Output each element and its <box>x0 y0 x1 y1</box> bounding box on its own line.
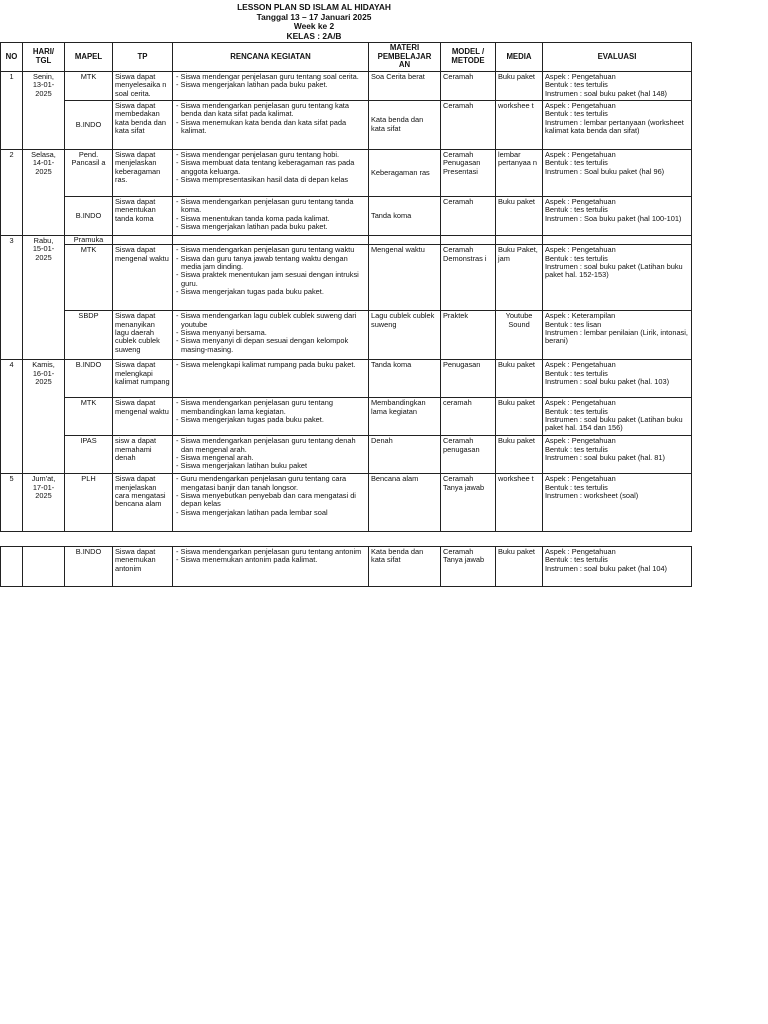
activity-list <box>175 246 366 296</box>
row-media: Buku paket <box>496 436 543 474</box>
row-subject: MTK <box>65 71 113 100</box>
activity-item: - Siswa menyanyi bersama. <box>175 329 366 337</box>
activity-item: - Siswa mengenal arah. <box>175 454 366 462</box>
activity-list <box>175 73 366 90</box>
row-day: Jum'at, 17-01- 2025 <box>23 474 65 532</box>
row-method: Ceramah <box>441 100 496 149</box>
activity-list <box>175 475 366 517</box>
row-method <box>441 235 496 244</box>
row-evaluation: Aspek : Keterampilan Bentuk : tes lisan Instrumen : lembar penilaian (Lirik, intonasi, berani) <box>543 311 692 360</box>
row-number: 4 <box>1 360 23 474</box>
row-material: Kata benda dan kata sifat <box>369 547 441 587</box>
activity-list <box>175 361 366 369</box>
row-evaluation: Aspek : Pengetahuan Bentuk : tes tertulis Instrumen : worksheet (soal) <box>543 474 692 532</box>
row-number: 5 <box>1 474 23 532</box>
row-evaluation: Aspek : Pengetahuan Bentuk : tes tertulis Instrumen : soal buku paket (Latihan buku paket hal. 154 dan 156) <box>543 398 692 436</box>
lesson-plan-table-continued <box>0 546 692 587</box>
row-material: Tanda koma <box>369 360 441 398</box>
row-method: Ceramah Penugasan Presentasi <box>441 149 496 196</box>
activity-item: - Siswa mempresentasikan hasil data di depan kelas <box>175 176 366 184</box>
activity-item: - Siswa menyanyi di depan sesuai dengan kelompok masing-masing. <box>175 337 366 354</box>
activity-item: - Siswa menyebutkan penyebab dan cara mengatasi di depan kelas <box>175 492 366 509</box>
activity-list <box>175 437 366 471</box>
row-method: Praktek <box>441 311 496 360</box>
activity-item: - Siswa mendengar penjelasan guru tentang soal cerita. <box>175 73 366 81</box>
table-row <box>1 196 692 235</box>
row-activities <box>173 311 369 360</box>
row-media: Buku paket <box>496 196 543 235</box>
row-evaluation: Aspek : Pengetahuan Bentuk : tes tertulis Instrumen : soal buku paket (hal. 103) <box>543 360 692 398</box>
row-subject: B.INDO <box>65 196 113 235</box>
activity-item: - Siswa mengerjakan latihan buku paket <box>175 462 366 470</box>
row-evaluation <box>543 235 692 244</box>
row-media: workshee t <box>496 100 543 149</box>
row-subject: IPAS <box>65 436 113 474</box>
row-evaluation: Aspek : Pengetahuan Bentuk : tes tertulis Instrumen : Soal buku paket (hal 96) <box>543 149 692 196</box>
row-media: workshee t <box>496 474 543 532</box>
row-material: Kata benda dan kata sifat <box>369 100 441 149</box>
activity-item: - Siswa mendengarkan penjelasan guru tentang tanda koma. <box>175 198 366 215</box>
row-method: Ceramah Demonstras i <box>441 245 496 311</box>
row-method: Ceramah Tanya jawab <box>441 474 496 532</box>
row-material: Tanda koma <box>369 196 441 235</box>
row-subject: B.INDO <box>65 100 113 149</box>
activity-item: - Siswa menemukan kata benda dan kata sifat pada kalimat. <box>175 119 366 136</box>
row-number <box>1 547 23 587</box>
activity-item: - Siswa mendengarkan penjelasan guru tentang membandingkan lama kegiatan. <box>175 399 366 416</box>
row-activities <box>173 100 369 149</box>
row-evaluation: Aspek : Pengetahuan Bentuk : tes tertulis Instrumen : lembar pertanyaan (worksheet kalimat kata benda dan sifat) <box>543 100 692 149</box>
row-material: Denah <box>369 436 441 474</box>
row-number: 2 <box>1 149 23 235</box>
activity-item: - Siswa menemukan antonim pada kalimat. <box>175 556 366 564</box>
col-header-tp: TP <box>113 43 173 72</box>
row-subject: Pramuka <box>65 235 113 244</box>
row-tp <box>113 235 173 244</box>
activity-item: - Siswa mendengarkan penjelasan guru tentang antonim <box>175 548 366 556</box>
col-header-subject: MAPEL <box>65 43 113 72</box>
row-tp: Siswa dapat menjelaskan cara mengatasi bencana alam <box>113 474 173 532</box>
row-media: lembar pertanyaa n <box>496 149 543 196</box>
row-tp: Siswa dapat menemukan antonim <box>113 547 173 587</box>
activity-item: - Siswa menentukan tanda koma pada kalimat. <box>175 215 366 223</box>
row-media <box>496 235 543 244</box>
row-evaluation: Aspek : Pengetahuan Bentuk : tes tertulis Instrumen : soal buku paket (hal. 81) <box>543 436 692 474</box>
activity-item: - Siswa mendengarkan penjelasan guru tentang waktu <box>175 246 366 254</box>
activity-list <box>175 399 366 424</box>
activity-item: - Siswa praktek menentukan jam sesuai dengan intruksi guru. <box>175 271 366 288</box>
row-day: Selasa, 14-01- 2025 <box>23 149 65 235</box>
table-row <box>1 235 692 244</box>
row-day: Kamis, 16-01- 2025 <box>23 360 65 474</box>
row-method: Ceramah <box>441 196 496 235</box>
activity-item: - Siswa dan guru tanya jawab tentang waktu dengan media jam dinding. <box>175 255 366 272</box>
activity-item: - Siswa mengerjakan latihan pada buku paket. <box>175 223 366 231</box>
row-method: Ceramah Tanya jawab <box>441 547 496 587</box>
col-header-method: MODEL / METODE <box>441 43 496 72</box>
row-activities <box>173 436 369 474</box>
row-day <box>23 547 65 587</box>
activity-item: - Siswa mengerjakan latihan pada lembar soal <box>175 509 366 517</box>
lesson-plan-table <box>0 42 692 532</box>
activity-item: - Siswa melengkapi kalimat rumpang pada buku paket. <box>175 361 366 369</box>
table-row <box>1 547 692 587</box>
row-method: Penugasan <box>441 360 496 398</box>
row-evaluation: Aspek : Pengetahuan Bentuk : tes tertulis Instrumen : soal buku paket (hal 148) <box>543 71 692 100</box>
row-evaluation: Aspek : Pengetahuan Bentuk : tes tertulis Instrumen : soal buku paket (Latihan buku paket hal. 152-153) <box>543 245 692 311</box>
class-label: KELAS : 2A/B <box>286 30 342 41</box>
activity-item: - Siswa mengerjakan tugas pada buku paket. <box>175 288 366 296</box>
row-tp: Siswa dapat menanyikan lagu daerah cublek cublek suweng <box>113 311 173 360</box>
col-header-media: MEDIA <box>496 43 543 72</box>
activity-list <box>175 102 366 136</box>
table-row <box>1 71 692 100</box>
col-header-no: NO <box>1 43 23 72</box>
table-row <box>1 360 692 398</box>
activity-item: - Siswa mendengarkan lagu cublek cublek suweng dari youtube <box>175 312 366 329</box>
row-media: Buku paket <box>496 398 543 436</box>
table-row <box>1 245 692 311</box>
row-subject: PLH <box>65 474 113 532</box>
row-subject: SBDP <box>65 311 113 360</box>
row-material: Membandingkan lama kegiatan <box>369 398 441 436</box>
row-subject: MTK <box>65 398 113 436</box>
row-method: Ceramah <box>441 71 496 100</box>
activity-item: - Siswa mendengar penjelasan guru tentang hobi. <box>175 151 366 159</box>
date-range: Tanggal 13 – 17 Januari 2025 <box>256 11 372 22</box>
row-material: Lagu cublek cublek suweng <box>369 311 441 360</box>
table-row <box>1 436 692 474</box>
row-tp: Siswa dapat menjelaskan keberagaman ras. <box>113 149 173 196</box>
row-activities <box>173 474 369 532</box>
row-media: Buku paket <box>496 71 543 100</box>
row-material: Mengenal waktu <box>369 245 441 311</box>
row-media: Youtube Sound <box>496 311 543 360</box>
col-header-activities: RENCANA KEGIATAN <box>173 43 369 72</box>
table-row <box>1 398 692 436</box>
col-header-evaluation: EVALUASI <box>543 43 692 72</box>
table-header-row <box>1 43 692 72</box>
row-material: Keberagaman ras <box>369 149 441 196</box>
row-evaluation: Aspek : Pengetahuan Bentuk : tes tertulis Instrumen : soal buku paket (hal 104) <box>543 547 692 587</box>
row-tp: Siswa dapat menentukan tanda koma <box>113 196 173 235</box>
row-day: Rabu, 15-01- 2025 <box>23 235 65 359</box>
row-media: Buku Paket, jam <box>496 245 543 311</box>
activity-item: - Siswa mengerjakan tugas pada buku paket. <box>175 416 366 424</box>
row-day: Senin, 13-01- 2025 <box>23 71 65 149</box>
row-activities <box>173 149 369 196</box>
row-subject: B.INDO <box>65 547 113 587</box>
row-material: Soa Cerita berat <box>369 71 441 100</box>
row-activities <box>173 245 369 311</box>
col-header-day: HARI/ TGL <box>23 43 65 72</box>
row-subject: B.INDO <box>65 360 113 398</box>
row-material: Bencana alam <box>369 474 441 532</box>
table-row <box>1 149 692 196</box>
row-evaluation: Aspek : Pengetahuan Bentuk : tes tertulis Instrumen : Soa buku paket (hal 100-101) <box>543 196 692 235</box>
row-tp: sisw a dapat memahami denah <box>113 436 173 474</box>
row-activities <box>173 196 369 235</box>
activity-list <box>175 548 366 565</box>
row-media: Buku paket <box>496 360 543 398</box>
table-row <box>1 311 692 360</box>
activity-item: - Siswa mendengarkan penjelasan guru tentang kata benda dan kata sifat pada kalimat. <box>175 102 366 119</box>
row-tp: Siswa dapat mengenal waktu <box>113 398 173 436</box>
document-header <box>0 3 628 41</box>
activity-item: - Siswa mendengarkan penjelasan guru tentang denah dan mengenal arah. <box>175 437 366 454</box>
row-material <box>369 235 441 244</box>
row-method: Ceramah penugasan <box>441 436 496 474</box>
table-row <box>1 474 692 532</box>
row-activities <box>173 547 369 587</box>
row-activities <box>173 71 369 100</box>
activity-list <box>175 198 366 232</box>
week-label: Week ke 2 <box>293 21 335 32</box>
activity-item: - Guru mendengarkan penjelasan guru tentang cara mengatasi banjir dan tanah longsor. <box>175 475 366 492</box>
row-number: 3 <box>1 235 23 359</box>
activity-item: - Siswa membuat data tentang keberagaman ras pada anggota keluarga. <box>175 159 366 176</box>
row-method: ceramah <box>441 398 496 436</box>
table-row <box>1 100 692 149</box>
col-header-material: MATERI PEMBELAJAR AN <box>369 43 441 72</box>
row-activities <box>173 360 369 398</box>
row-activities <box>173 235 369 244</box>
row-tp: Siswa dapat mengenal waktu <box>113 245 173 311</box>
document-title: LESSON PLAN SD ISLAM AL HIDAYAH <box>237 2 391 12</box>
activity-list <box>175 151 366 185</box>
row-tp: Siswa dapat melengkapi kalimat rumpang <box>113 360 173 398</box>
activity-item: - Siswa mengerjakan latihan pada buku paket. <box>175 81 366 89</box>
row-activities <box>173 398 369 436</box>
row-subject: MTK <box>65 245 113 311</box>
row-tp: Siswa dapat membedakan kata benda dan kata sifat <box>113 100 173 149</box>
row-media: Buku paket <box>496 547 543 587</box>
row-number: 1 <box>1 71 23 149</box>
activity-list <box>175 312 366 354</box>
row-subject: Pend. Pancasil a <box>65 149 113 196</box>
row-tp: Siswa dapat menyelesaika n soal cerita. <box>113 71 173 100</box>
